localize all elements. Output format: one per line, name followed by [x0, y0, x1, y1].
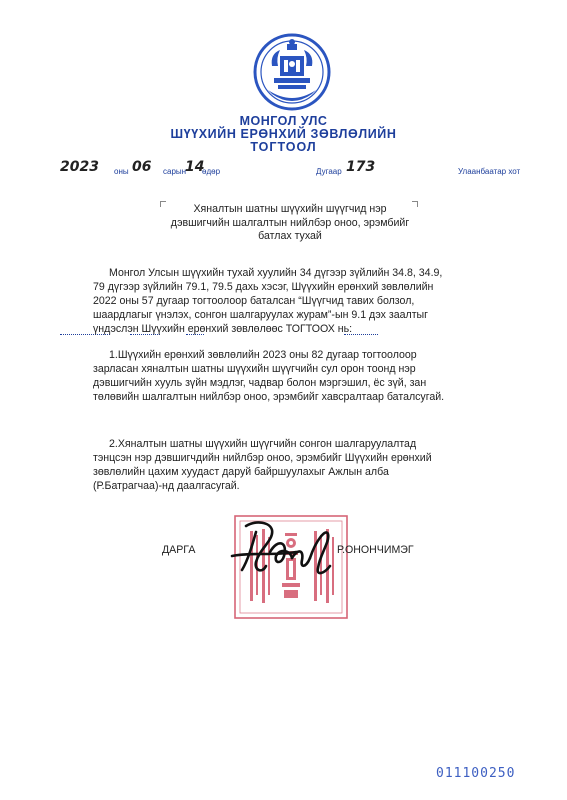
organization-name: ШҮҮХИЙН ЕРӨНХИЙ ЗӨВЛӨЛИЙН [170, 127, 397, 141]
serial-number: 011100250 [436, 766, 516, 781]
number-label: Дугаар [316, 167, 342, 176]
date-number-line [0, 161, 567, 183]
state-emblem-icon [252, 32, 332, 112]
place: Улаанбаатар хот [458, 167, 521, 176]
signatory-title: ДАРГА [162, 544, 196, 556]
day-suffix: өдөр [202, 167, 221, 176]
decree-number: 173 [346, 159, 376, 175]
year-suffix: оны [114, 167, 129, 176]
month-suffix: сарын [163, 167, 187, 176]
subject-bracket-right [412, 201, 418, 207]
signatory-name: Р.ОНОНЧИМЭГ [337, 544, 414, 556]
resolution-item-1: 1.Шүүхийн ерөнхий зөвлөлийн 2023 оны 82 дугаар тогтоолоор зарласан хяналтын шатны шүүхийн шүүгчийн сул орон тоонд нэр дэвшигчийн хууль зүйн мэдлэг, чадвар болон мэргэшил, ёс зүй, зан төлөвийн шалгалтын нийлбэр оноо, эрэмбийг хавсралтаар баталсугай. [93, 349, 445, 403]
document-type: ТОГТООЛ [250, 140, 317, 154]
handwritten-signature [226, 512, 346, 582]
decree-subject: Хяналтын шатны шүүхийн шүүгчид нэр дэвшигчийн шалгалтын нийлбэр оноо, эрэмбийг батлах тухай [170, 203, 410, 242]
date-month: 06 [132, 159, 152, 175]
preamble-paragraph: Монгол Улсын шүүхийн тухай хуулийн 34 дүгээр зүйлийн 34.8, 34.9, 79 дүгээр зүйлийн 79.1, 79.5 дахь хэсэг, Шүүхийн ерөнхий зөвлөлийн 2022 оны 57 дугаар тогтоолоор баталсан “Шүүгчид тавих болзол, шаардлагыг үнэлэх, сонгон шалгаруулах журам”-ын 9.1 дэх заалтыг үндэслэн Шүүхийн ерөнхий зөвлөлөөс ТОГТООХ нь: [93, 267, 443, 335]
country-name: МОНГОЛ УЛС [239, 114, 328, 128]
resolution-item-2: 2.Хяналтын шатны шүүхийн шүүгчийн сонгон шалгаруулалтад тэнцсэн нэр дэвшигчдийн нийлбэр оноо, эрэмбийг Шүүхийн ерөнхий зөвлөлийн цахим хуудаст даруй байршуулахыг Ажлын алба (Р.Батрагчаа)-нд даалгасугай. [93, 438, 432, 492]
date-day: 14 [185, 159, 205, 175]
date-year: 2023 [60, 159, 99, 175]
subject-bracket-left [160, 201, 166, 207]
